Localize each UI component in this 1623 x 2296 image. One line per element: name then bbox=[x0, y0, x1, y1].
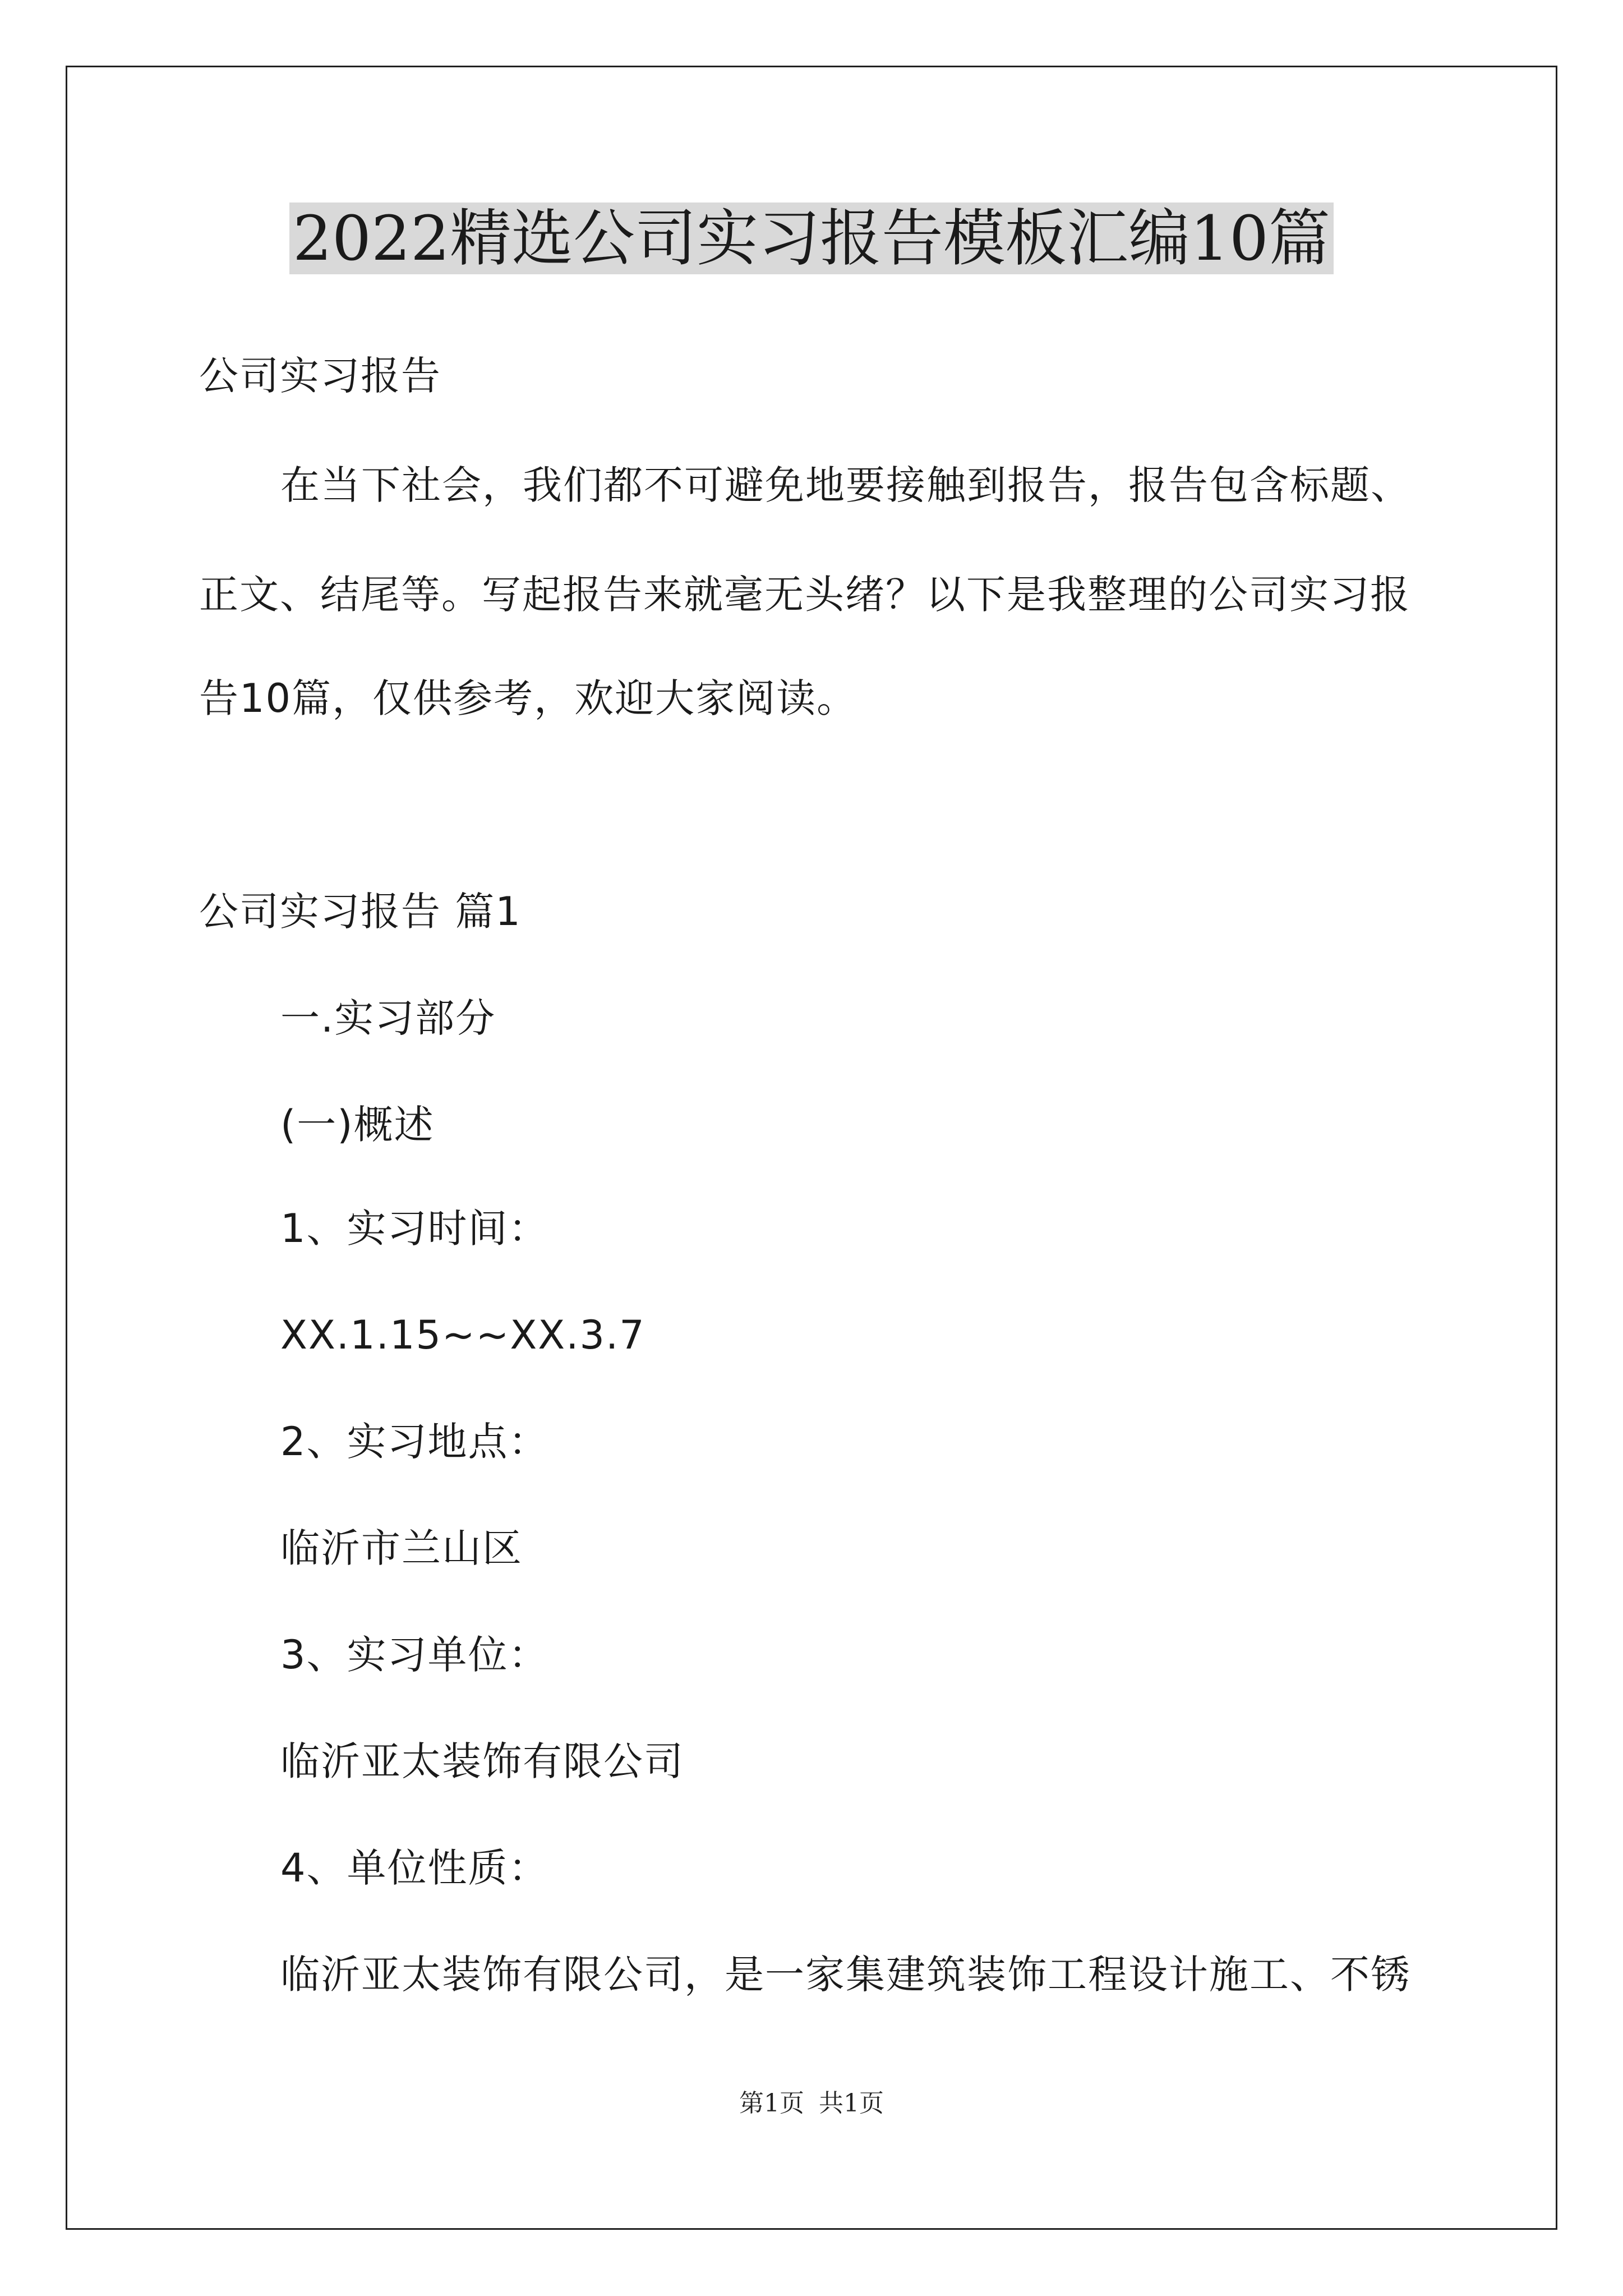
list-item: 3、实习单位： bbox=[280, 1632, 549, 1678]
list-item: 2、实习地点： bbox=[280, 1419, 549, 1465]
list-item: 临沂市兰山区 bbox=[280, 1525, 523, 1571]
section-title: 公司实习报告 篇1 bbox=[199, 889, 522, 935]
list-item: 4、单位性质： bbox=[280, 1845, 549, 1891]
intro-line: 告10篇，仅供参考，欢迎大家阅读。 bbox=[199, 675, 857, 721]
document-title bbox=[0, 196, 1623, 280]
document-title-text: 2022精选公司实习报告模板汇编10篇 bbox=[289, 203, 1334, 274]
document-heading: 公司实习报告 bbox=[199, 353, 441, 399]
intro-line: 正文、结尾等。写起报告来就毫无头绪？以下是我整理的公司实习报 bbox=[199, 572, 1410, 618]
list-item: 一.实习部分 bbox=[280, 995, 496, 1041]
intro-line: 在当下社会，我们都不可避免地要接触到报告，报告包含标题、 bbox=[280, 462, 1411, 508]
list-item: XX.1.15~~XX.3.7 bbox=[280, 1312, 645, 1358]
list-item: 临沂亚太装饰有限公司，是一家集建筑装饰工程设计施工、不锈 bbox=[280, 1952, 1411, 1998]
list-item: 临沂亚太装饰有限公司 bbox=[280, 1738, 684, 1784]
list-item: (一)概述 bbox=[280, 1102, 435, 1148]
list-item: 1、实习时间： bbox=[280, 1205, 549, 1251]
page-footer: 第1页 共1页 bbox=[739, 2089, 884, 2118]
